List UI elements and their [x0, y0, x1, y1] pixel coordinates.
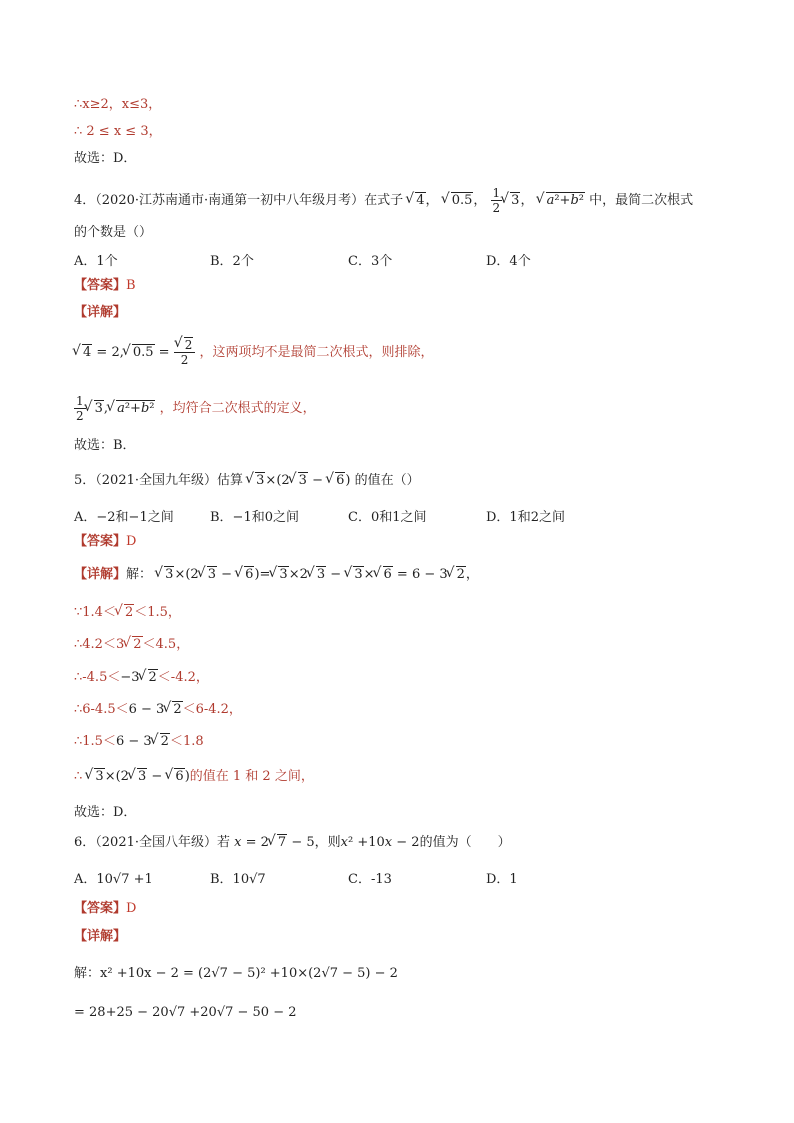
- q5-option-c: C．0和1之间: [348, 510, 427, 525]
- q5-answer-value: D: [126, 534, 137, 549]
- q5-head: 5．（2021·全国九年级）估算: [74, 473, 243, 488]
- q5-option-d: D．1和2之间: [486, 510, 565, 525]
- q4-stem-line2: 的个数是（）: [74, 225, 153, 240]
- q4-detail-2: $\frac{1}{2}$ √ 3,√ a²+b² ，均符合二次根式的定义，: [74, 394, 316, 423]
- q6-option-b: B．10√7: [210, 872, 266, 887]
- q5-step-5: ∴1.5＜6 − 3√ 2＜1.8: [74, 733, 204, 751]
- q4-answer-value: B: [126, 278, 136, 293]
- q5-detail-label: 【详解】: [74, 567, 127, 582]
- q4-sqrt4: √ 4: [407, 192, 425, 210]
- q4-tail: 中，最简二次根式: [589, 193, 694, 208]
- q6-option-d: D．1: [486, 872, 518, 887]
- q6-tail: 的值为（ ）: [419, 835, 511, 850]
- prev-step-1: ∴x≥2，x≤3，: [74, 97, 162, 112]
- q5-stem: 5．（2021·全国九年级）估算 √ 3×(2√ 3 − √ 6) 的值在（）: [74, 472, 420, 490]
- q4-answer-label: 【答案】: [74, 278, 127, 293]
- q4-detail-1-text: ，这两项均不是最简二次根式，则排除，: [199, 345, 434, 360]
- q4-answer: [74, 277, 136, 295]
- q5-detail-text: 解：: [126, 567, 153, 582]
- q5-tail: 的值在（）: [354, 473, 420, 488]
- q4-option-c: C．3个: [348, 254, 393, 269]
- q5-option-a: A．−2和−1之间: [74, 510, 174, 525]
- q5-step-3: ∴-4.5＜−3√ 2＜-4.2，: [74, 669, 209, 687]
- q6-detail-label: 【详解】: [74, 929, 127, 944]
- q5-answer: [74, 533, 136, 551]
- q4-option-d: D．4个: [486, 254, 531, 269]
- prev-step-2: ∴ 2 ≤ x ≤ 3，: [74, 124, 162, 139]
- q5-step-6: ∴ √ 3×(2√ 3 − √ 6)的值在 1 和 2 之间，: [74, 768, 314, 786]
- q4-stem: 4．（2020·江苏南通市·南通第一初中八年级月考）在式子 √ 4， √ 0.5， $\frac{1}{2}$ √ 3， √ a²+b² 中，最简二次根式: [74, 186, 693, 215]
- q6-stem: 6．（2021·全国八年级）若 x = 2√ 7 − 5，则x² +10x − 2的值为（ ）: [74, 834, 511, 852]
- q6-solution-2: = 28+25 − 20√7 +20√7 − 50 − 2: [74, 1005, 297, 1020]
- q6-answer-label: 【答案】: [74, 901, 127, 916]
- q4-option-a: A．1个: [74, 254, 118, 269]
- q4-detail-label: 【详解】: [74, 305, 127, 320]
- q4-option-b: B．2个: [210, 254, 254, 269]
- q4-sqrt-a2b2: √ a²+b²: [538, 192, 585, 210]
- q5-choice: 故选：D．: [74, 805, 137, 820]
- q6-answer-value: D: [126, 901, 137, 916]
- q6-mid: ，则: [314, 835, 341, 850]
- q5-step-4: ∴6-4.5＜6 − 3√ 2＜6-4.2，: [74, 701, 242, 719]
- q6-solution-1: [74, 965, 398, 983]
- q4-detail-1: √ 4 = 2,√ 0.5 = √ $\frac{2}{2}$ ，这两项均不是最简二次根式，则排除，: [74, 338, 434, 367]
- q6-sol-prefix: 解：: [74, 966, 101, 981]
- prev-choice: 故选：D．: [74, 151, 137, 166]
- q5-step-6-text: 的值在 1 和 2 之间，: [189, 769, 314, 784]
- q6-option-a: A．10√7 +1: [74, 872, 153, 887]
- q4-head: 4．（2020·江苏南通市·南通第一初中八年级月考）在式子: [74, 193, 404, 208]
- q5-step-2: ∴4.2＜3√ 2＜4.5，: [74, 636, 189, 654]
- q4-half: $\frac{1}{2}$: [492, 186, 501, 215]
- q4-choice: 故选：B．: [74, 438, 136, 453]
- q6-answer: [74, 900, 136, 918]
- q5-option-b: B．−1和0之间: [210, 510, 299, 525]
- q4-detail-2-text: ，均符合二次根式的定义，: [159, 401, 316, 416]
- q5-detail: 【详解】解： √ 3×(2√ 3 − √ 6)=√ 3×2√ 3 − √ 3×√ 6 = 6 − 3√ 2，: [74, 566, 479, 584]
- q6-option-c: C．-13: [348, 872, 392, 887]
- q6-solution-1-expr: x² +10x − 2 = (2√7 − 5)² +10×(2√7 − 5) − 2: [100, 966, 398, 981]
- q4-sqrt05: √ 0.5: [443, 192, 474, 210]
- q6-head: 6．（2021·全国八年级）若: [74, 835, 230, 850]
- q5-answer-label: 【答案】: [74, 534, 127, 549]
- q5-step-1: ∵1.4＜√ 2＜1.5，: [74, 604, 181, 622]
